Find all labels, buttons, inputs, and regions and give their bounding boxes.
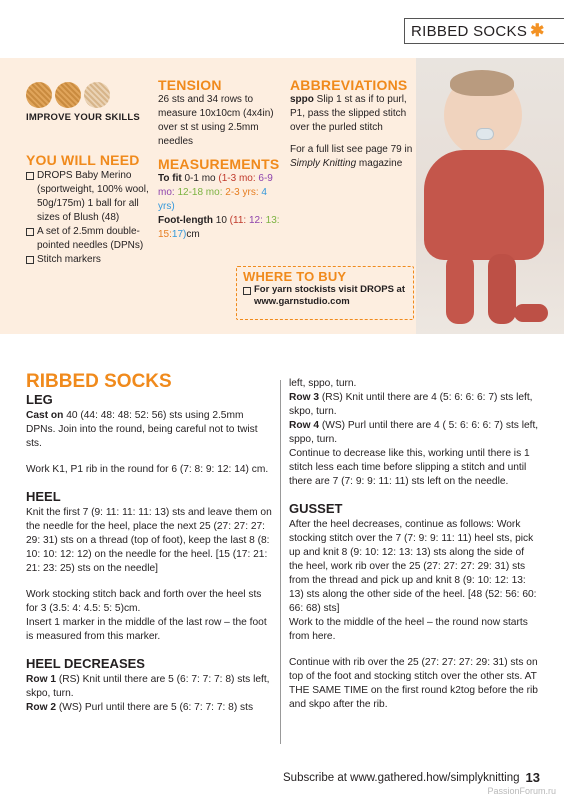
baby-leg: [446, 254, 474, 324]
sppo-definition: sppo Slip 1 st as if to purl, P1, pass the slipped stitch over the purled stitch: [290, 94, 407, 133]
cast-on-text: Cast on 40 (44: 48: 48: 52: 56) sts using 2.5mm DPNs. Join into the round, being careful not to twist sts.: [26, 410, 258, 449]
baby-sweater: [424, 150, 544, 260]
gusset-text-2: Work to the middle of the heel – the round now starts from here.: [289, 617, 528, 642]
pattern-left-column: [26, 372, 274, 715]
row-2-text: Row 2 (WS) Purl until there are 5 (6: 7: 7: 7: 8) sts: [26, 702, 254, 713]
pacifier-icon: [476, 128, 494, 140]
foot-length: Foot-length 10 (11: 12: 13: 15:17)cm: [158, 215, 280, 240]
abbreviations-heading: ABBREVIATIONS: [290, 77, 408, 93]
baby-leg: [488, 254, 516, 324]
where-to-buy-box: [236, 266, 414, 320]
leg-rib-text: Work K1, P1 rib in the round for 6 (7: 8: 9: 12: 14) cm.: [26, 464, 269, 475]
improve-skills-label: IMPROVE YOUR SKILLS: [26, 112, 140, 123]
yarn-ball-icon: [55, 82, 81, 108]
gusset-text-3: Continue with rib over the 25 (27: 27: 27: 29: 31) sts on top of the foot and stocking stitch over the other sts. AT THE SAME TIME on the first round k2tog before the rib and skpo after the rib.: [289, 657, 538, 710]
page-number: 13: [525, 770, 540, 785]
list-item: DROPS Baby Merino (sportweight, 100% wool, 50g/175m) 1 ball for all sizes of Blush (48): [26, 169, 152, 225]
list-item: Stitch markers: [26, 253, 152, 267]
heel-decreases-heading: HEEL DECREASES: [26, 656, 145, 671]
skill-level-icons: [26, 82, 110, 108]
gusset-heading: GUSSET: [289, 501, 343, 516]
heel-text-3: Insert 1 marker in the middle of the last row – the foot is measured from this marker.: [26, 617, 267, 642]
yarn-ball-icon: [84, 82, 110, 108]
subscribe-link[interactable]: Subscribe at www.gathered.how/simplyknitting: [283, 771, 520, 784]
pattern-title: RIBBED SOCKS: [26, 371, 172, 392]
heel-heading: HEEL: [26, 489, 61, 504]
continue-decrease-text: Continue to decrease like this, working until there is 1 stitch less each time before slipping a stitch and until there are 7 (7: 9: 9: 11: 11) sts left on the needle.: [289, 448, 530, 487]
fit-sizes: To fit 0-1 mo (1-3 mo: 6-9 mo: 12-18 mo: 2-3 yrs: 4 yrs): [158, 173, 273, 212]
baby-hair: [450, 70, 514, 96]
checkbox-icon: [26, 228, 34, 236]
asterisk-icon: ✱: [530, 21, 545, 40]
full-list-note: For a full list see page 79 in Simply Knitting magazine: [290, 144, 413, 169]
measurements-heading: MEASUREMENTS: [158, 156, 280, 172]
you-will-need-heading: YOU WILL NEED: [26, 152, 140, 168]
row-2-continued: left, sppo, turn.: [289, 378, 357, 389]
baby-photo: [416, 58, 564, 334]
heel-text-1: Knit the first 7 (9: 11: 11: 11: 13) sts and leave them on the needle for the heel, place the next 25 (27: 27: 27: 29: 31) sts on a thread (top of foot), keep the last 8 (8: 10: 10: 12: 12) on the needle for the heel. [15 (17: 21: 21: 23: 25) sts on the needle]: [26, 507, 272, 574]
page-footer: [283, 770, 540, 785]
tension-text: 26 sts and 34 rows to measure 10x10cm (4x4in) over st st using 2.5mm needles: [158, 94, 274, 147]
yarn-ball-icon: [26, 82, 52, 108]
abbreviations-column: [290, 78, 418, 171]
tension-heading: TENSION: [158, 77, 222, 93]
watermark: PassionForum.ru: [487, 786, 556, 796]
row-3-text: Row 3 (RS) Knit until there are 4 (5: 6: 6: 6: 7) sts left, skpo, turn.: [289, 392, 533, 417]
column-divider: [280, 380, 281, 744]
where-to-buy-heading: WHERE TO BUY: [243, 269, 347, 284]
baby-sock: [514, 304, 548, 322]
heel-text-2: Work stocking stitch back and forth over the heel sts for 3 (3.5: 4: 4.5: 5: 5)cm.: [26, 589, 262, 614]
section-tag-title: RIBBED SOCKS: [411, 22, 528, 40]
row-1-text: Row 1 (RS) Knit until there are 5 (6: 7: 7: 7: 8) sts left, skpo, turn.: [26, 674, 270, 699]
pattern-right-column: [289, 377, 541, 724]
checkbox-icon: [26, 256, 34, 264]
section-tag: [404, 18, 564, 44]
checkbox-icon: [243, 287, 251, 295]
tension-measurements-column: [158, 78, 286, 242]
checkbox-icon: [26, 172, 34, 180]
list-item: A set of 2.5mm double-pointed needles (DPNs): [26, 225, 152, 253]
leg-heading: LEG: [26, 392, 53, 407]
needs-list: [26, 169, 152, 267]
where-to-buy-text: For yarn stockists visit DROPS at www.garnstudio.com: [243, 284, 407, 308]
gusset-text-1: After the heel decreases, continue as follows: Work stocking stitch over the 7 (7: 9: 9: 11: 11) heel sts, pick up and knit 8 (9: 10: 12: 13: 13) sts along the side of the heel, work rib over the 25 (27: 27: 27: 29: 31) sts from the thread and pick up and knit 8 (9: 10: 12: 13: 13) sts along the other side of the heel. [48 (52: 56: 60: 66: 68) sts]: [289, 519, 537, 614]
row-4-text: Row 4 (WS) Purl until there are 4 ( 5: 6: 6: 6: 7) sts left, sppo, turn.: [289, 420, 539, 445]
